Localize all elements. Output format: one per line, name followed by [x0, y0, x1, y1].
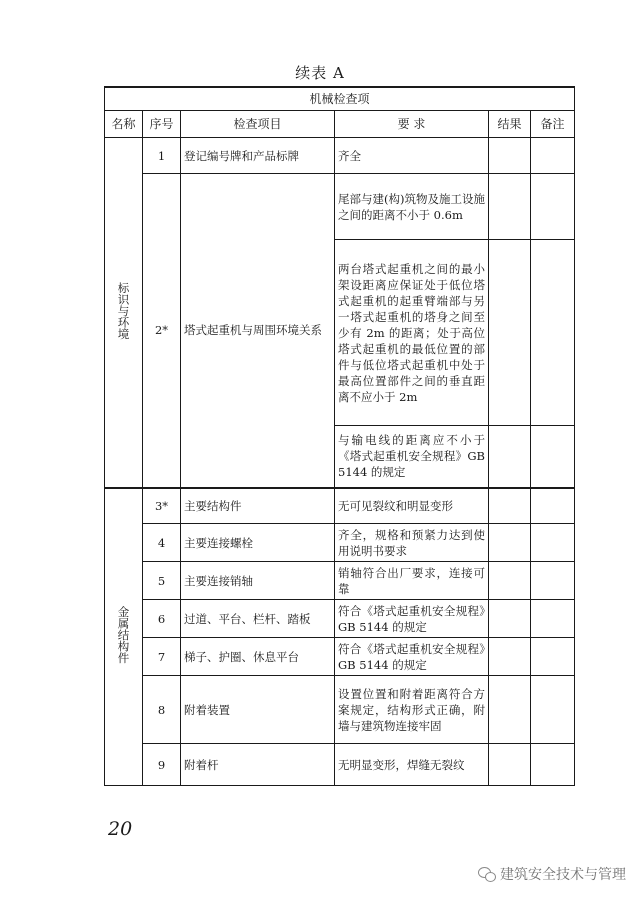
seq-cell: 7	[143, 638, 181, 676]
table-row	[105, 744, 575, 786]
note-cell	[531, 600, 575, 638]
result-cell	[489, 138, 531, 174]
result-cell	[489, 524, 531, 562]
group-name-cell	[105, 488, 143, 786]
header-name: 名称	[105, 111, 143, 138]
requirement-cell: 齐全，规格和预紧力达到使用说明书要求	[335, 524, 489, 562]
result-cell	[489, 744, 531, 786]
item-cell: 过道、平台、栏杆、踏板	[181, 600, 335, 638]
seq-cell: 5	[143, 562, 181, 600]
item-cell: 梯子、护圈、休息平台	[181, 638, 335, 676]
header-seq: 序号	[143, 111, 181, 138]
note-cell	[531, 240, 575, 426]
result-cell	[489, 600, 531, 638]
table-row	[105, 524, 575, 562]
table-row	[105, 488, 575, 524]
requirement-cell: 齐全	[335, 138, 489, 174]
seq-cell: 8	[143, 676, 181, 744]
table-row	[105, 676, 575, 744]
table-row	[105, 138, 575, 174]
requirement-cell: 无明显变形，焊缝无裂纹	[335, 744, 489, 786]
requirement-cell: 尾部与建(构)筑物及施工设施之间的距离不小于 0.6m	[335, 174, 489, 240]
note-cell	[531, 676, 575, 744]
table-caption: 续表 A	[295, 64, 345, 82]
seq-cell: 3*	[143, 488, 181, 524]
item-cell: 附着装置	[181, 676, 335, 744]
requirement-cell: 设置位置和附着距离符合方案规定，结构形式正确，附墙与建筑物连接牢固	[335, 676, 489, 744]
result-cell	[489, 426, 531, 488]
header-requirement: 要 求	[335, 111, 489, 138]
result-cell	[489, 676, 531, 744]
group-name: 标识与环境	[116, 281, 131, 339]
group-name: 金属结构件	[116, 606, 131, 664]
header-item: 检查项目	[181, 111, 335, 138]
result-cell	[489, 562, 531, 600]
wechat-icon	[478, 867, 496, 881]
result-cell	[489, 638, 531, 676]
table-title: 机械检查项	[105, 87, 575, 111]
item-cell: 登记编号牌和产品标牌	[181, 138, 335, 174]
page-number: 20	[108, 818, 133, 840]
table-row	[105, 600, 575, 638]
seq-cell: 1	[143, 138, 181, 174]
requirement-cell: 销轴符合出厂要求，连接可靠	[335, 562, 489, 600]
note-cell	[531, 138, 575, 174]
requirement-cell: 符合《塔式起重机安全规程》GB 5144 的规定	[335, 638, 489, 676]
item-cell: 附着杆	[181, 744, 335, 786]
note-cell	[531, 524, 575, 562]
note-cell	[531, 488, 575, 524]
table-row	[105, 174, 575, 240]
item-cell: 主要结构件	[181, 488, 335, 524]
seq-cell: 6	[143, 600, 181, 638]
header-note: 备注	[531, 111, 575, 138]
item-cell: 主要连接螺栓	[181, 524, 335, 562]
requirement-cell: 两台塔式起重机之间的最小架设距离应保证处于低位塔式起重机的起重臂端部与另一塔式起重机的塔身之间至少有 2m 的距离；处于高位塔式起重机的最低位置的部件与低位塔式起重机中处于最高位置部件之间的垂直距离不应小于 2m	[335, 240, 489, 426]
watermark	[478, 864, 626, 884]
item-cell: 主要连接销轴	[181, 562, 335, 600]
inspection-table	[104, 86, 575, 786]
requirement-cell: 符合《塔式起重机安全规程》GB 5144 的规定	[335, 600, 489, 638]
watermark-text: 建筑安全技术与管理	[500, 867, 626, 883]
requirement-cell: 无可见裂纹和明显变形	[335, 488, 489, 524]
note-cell	[531, 426, 575, 488]
note-cell	[531, 174, 575, 240]
table-row	[105, 638, 575, 676]
result-cell	[489, 240, 531, 426]
header-result: 结果	[489, 111, 531, 138]
note-cell	[531, 562, 575, 600]
seq-cell: 4	[143, 524, 181, 562]
note-cell	[531, 744, 575, 786]
item-cell: 塔式起重机与周围环境关系	[181, 174, 335, 488]
result-cell	[489, 174, 531, 240]
seq-cell: 9	[143, 744, 181, 786]
table-row	[105, 562, 575, 600]
seq-cell: 2*	[143, 174, 181, 488]
note-cell	[531, 638, 575, 676]
requirement-cell: 与输电线的距离应不小于《塔式起重机安全规程》GB 5144 的规定	[335, 426, 489, 488]
group-name-cell	[105, 138, 143, 488]
result-cell	[489, 488, 531, 524]
